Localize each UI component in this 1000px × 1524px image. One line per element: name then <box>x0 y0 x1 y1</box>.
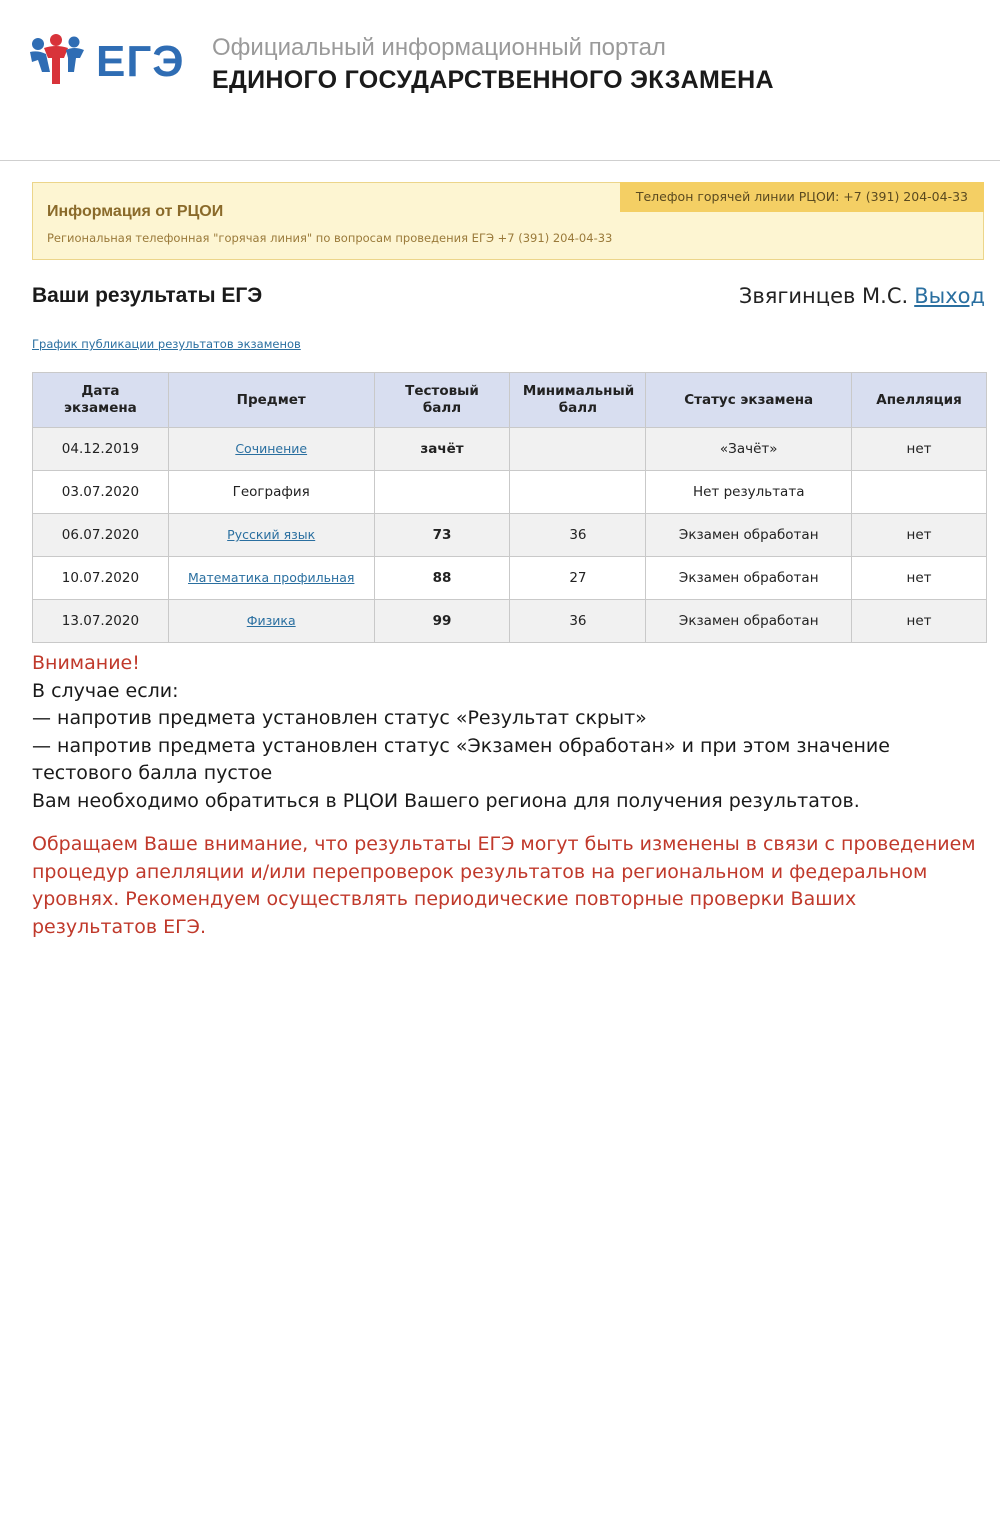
subject-link[interactable]: Сочинение <box>235 441 308 456</box>
cell-status: Экзамен обработан <box>646 557 852 600</box>
attention-heading: Внимание! <box>32 652 140 674</box>
notes-section <box>32 650 982 941</box>
cell-score: 88 <box>374 557 510 600</box>
cell-subject <box>168 428 374 471</box>
logout-link[interactable]: Выход <box>914 284 985 308</box>
header-subject: Предмет <box>168 373 374 428</box>
hotline-badge: Телефон горячей линии РЦОИ: +7 (391) 204-04-33 <box>620 182 984 212</box>
header-divider <box>0 160 1000 161</box>
table-header-row <box>33 373 987 428</box>
header-date: Дата экзамена <box>33 373 169 428</box>
cell-score: зачёт <box>374 428 510 471</box>
cell-status: Экзамен обработан <box>646 514 852 557</box>
note-line: Вам необходимо обратиться в РЦОИ Вашего региона для получения результатов. <box>32 789 860 812</box>
cell-date: 04.12.2019 <box>33 428 169 471</box>
table-row <box>33 557 987 600</box>
cell-status: «Зачёт» <box>646 428 852 471</box>
cell-min-score: 36 <box>510 514 646 557</box>
user-name: Звягинцев М.С. <box>738 284 909 308</box>
cell-score: 73 <box>374 514 510 557</box>
cell-appeal: нет <box>852 557 987 600</box>
cell-subject <box>168 557 374 600</box>
schedule-link[interactable]: График публикации результатов экзаменов <box>32 337 301 351</box>
logo-text: ЕГЭ <box>96 37 185 86</box>
portal-title: ЕДИНОГО ГОСУДАРСТВЕННОГО ЭКЗАМЕНА <box>212 66 774 94</box>
cell-min-score <box>510 471 646 514</box>
site-header <box>0 0 1000 160</box>
info-title: Информация от РЦОИ <box>47 203 224 220</box>
cell-subject <box>168 514 374 557</box>
cell-appeal: нет <box>852 514 987 557</box>
info-text: Региональная телефонная "горячая линия" по вопросам проведения ЕГЭ +7 (391) 204-04-33 <box>47 231 613 245</box>
subject-link[interactable]: Физика <box>246 613 296 628</box>
portal-subtitle: Официальный информационный портал <box>212 34 666 61</box>
rcoi-info-box <box>32 182 984 260</box>
note-line: В случае если: <box>32 679 179 702</box>
cell-appeal: нет <box>852 428 987 471</box>
cell-date: 10.07.2020 <box>33 557 169 600</box>
note-line: — напротив предмета установлен статус «Экзамен обработан» и при этом значение тестового балла пустое <box>32 734 890 784</box>
cell-min-score: 27 <box>510 557 646 600</box>
logo-figures-icon <box>28 32 98 92</box>
table-row <box>33 600 987 643</box>
subject-link[interactable]: Математика профильная <box>188 570 355 585</box>
note-line: — напротив предмета установлен статус «Результат скрыт» <box>32 707 647 729</box>
cell-score <box>374 471 510 514</box>
cell-date: 03.07.2020 <box>33 471 169 514</box>
subject-link[interactable]: Русский язык <box>227 527 316 542</box>
cell-status: Экзамен обработан <box>646 600 852 643</box>
cell-appeal: нет <box>852 600 987 643</box>
table-row <box>33 514 987 557</box>
cell-min-score <box>510 428 646 471</box>
cell-min-score: 36 <box>510 600 646 643</box>
table-row <box>33 471 987 514</box>
header-status: Статус экзамена <box>646 373 852 428</box>
results-table <box>32 372 987 643</box>
cell-appeal <box>852 471 987 514</box>
header-appeal: Апелляция <box>852 373 987 428</box>
cell-date: 13.07.2020 <box>33 600 169 643</box>
warning-text: Обращаем Ваше внимание, что результаты ЕГЭ могут быть изменены в связи с проведением процедур апелляции и/или перепроверок результатов на региональном и федеральном уровнях. Рекомендуем осуществлять периодические повторные проверки Ваших результатов ЕГЭ. <box>32 833 976 938</box>
header-score: Тестовый балл <box>374 373 510 428</box>
cell-date: 06.07.2020 <box>33 514 169 557</box>
user-info <box>739 284 985 308</box>
cell-subject: География <box>168 471 374 514</box>
cell-status: Нет результата <box>646 471 852 514</box>
cell-subject <box>168 600 374 643</box>
header-min-score: Минимальный балл <box>510 373 646 428</box>
page-title: Ваши результаты ЕГЭ <box>32 284 263 307</box>
cell-score: 99 <box>374 600 510 643</box>
table-row <box>33 428 987 471</box>
ege-logo[interactable] <box>28 32 185 92</box>
